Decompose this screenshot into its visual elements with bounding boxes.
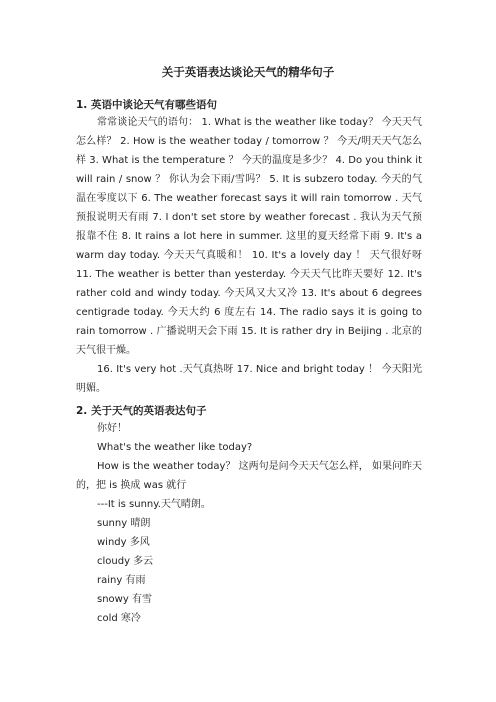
list-item: snowy 有雪 xyxy=(97,594,152,605)
section-2-heading: 2. 关于天气的英语表达句子 xyxy=(76,405,207,417)
explanation-paragraph: How is the weather today？ 这两句是问今天天气怎么样， 如果问昨天的，把 is 换成 was 就行 xyxy=(76,461,422,491)
section-1-paragraph-2: 16. It's very hot .天气真热呀 17. Nice and bright today ！ 今天阳光明媚。 xyxy=(76,364,422,394)
list-item: cloudy 多云 xyxy=(97,556,154,567)
list-item: rainy 有雨 xyxy=(97,575,146,586)
document-title: 关于英语表达谈论天气的精华句子 xyxy=(161,65,335,79)
list-item: cold 寒冷 xyxy=(97,613,141,624)
question-line: What's the weather like today? xyxy=(97,442,253,453)
list-item: sunny 晴朗 xyxy=(97,518,151,529)
section-1-heading: 1. 英语中谈论天气有哪些语句 xyxy=(76,99,217,111)
section-1-paragraph: 常常谈论天气的语句： 1. What is the weather like today？ 今天天气怎么样？ 2. How is the weather today / tomorrow ？ 今天/明天天气怎么样 3. What is the temperature ？ 今天的温度是多少？ 4. Do you think it will rain / snow ？ 你认为会下雨/雪吗？ 5. It is subzero today. 今天的气温在零度以下 6. The weather forecast says it will rain tomorrow . 天气预报说明天有雨 7. I don't set store by weather forecast . 我认为天气预报靠不住 8. It rains a lot here in summer. 这里的夏天经常下雨 9. It's a warm day today. 今天天气真暖和！ 10. It's a lovely day ！ 天气很好呀 11. The weather is better than yesterday. 今天天气比昨天要好 12. It's rather cold and windy today. 今天风又大又冷 13. It's about 6 degrees centigrade today. 今天大约 6 度左右 14. The radio says it is going to rain tomorrow . 广播说明天会下雨 15. It is rather dry in Beijing . 北京的天气很干燥。 xyxy=(76,117,422,356)
greeting-line: 你好！ xyxy=(97,423,127,434)
list-item: windy 多风 xyxy=(97,537,150,548)
list-item: ---It is sunny.天气晴朗。 xyxy=(97,499,211,510)
